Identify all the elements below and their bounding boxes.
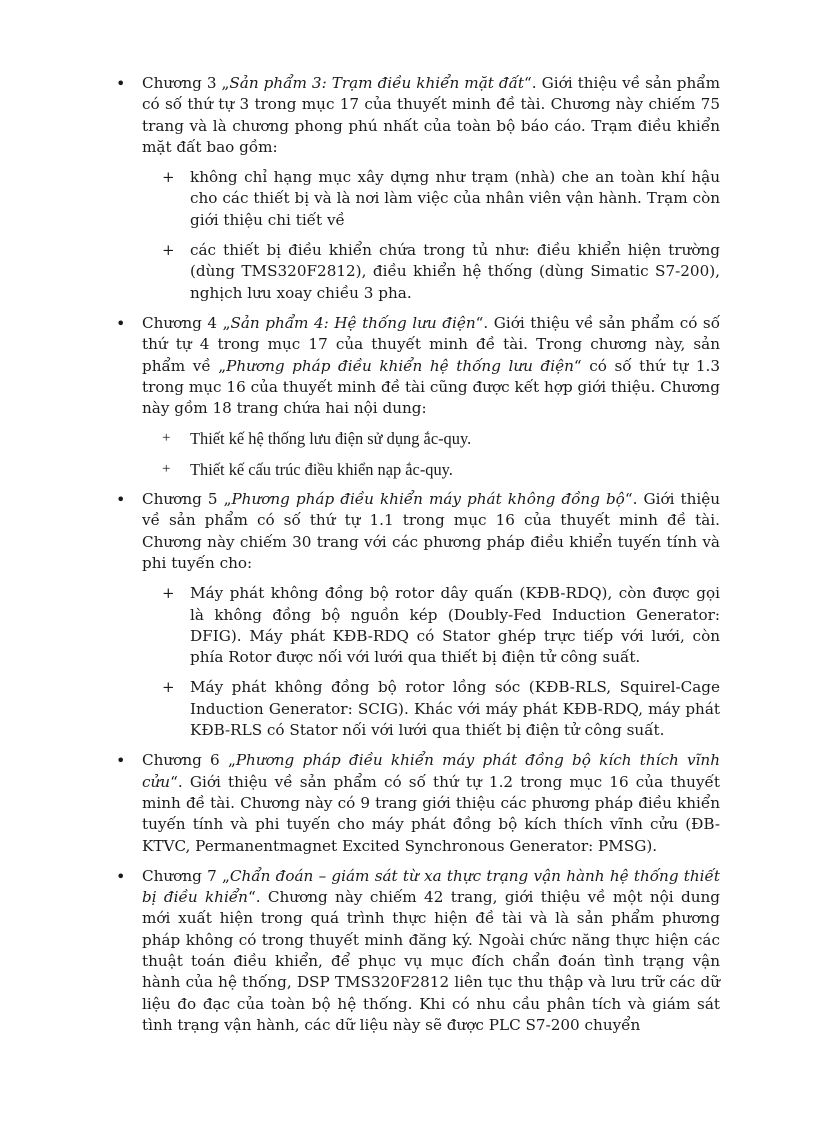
chapter-4-subitem-2: + Thiết kế cấu trúc điều khiển nạp ắc-quy. — [142, 459, 720, 480]
chapter-3-sublist — [142, 167, 720, 304]
chapter-4-item — [116, 313, 720, 480]
chapter-5-subitem-2: + Máy phát không đồng bộ rotor lồng sóc (KĐB-RLS, Squirel-Cage Induction Generator: SCIG). Khác với máy phát KĐB-RDQ, máy phát KĐB-RLS có Stator nối với lưới qua thiết bị điện tử công suất. — [142, 677, 720, 741]
chapter-7-description: “. Chương này chiếm 42 trang, giới thiệu về một nội dung mới xuất hiện trong quá trình thực hiện đề tài và là sản phẩm phương pháp không có trong thuyết minh đăng ký. Ngoài chức năng thực hiện các thuật toán điều khiển, để phục vụ mục đích chẩn đoán tình trạng vận hành của hệ thống, DSP TMS320F2812 liên tục thu thập và lưu trữ các dữ liệu đo đạc của toàn bộ hệ thống. Khi có nhu cầu phân tích và giám sát tình trạng vận hành, các dữ liệu này sẽ được PLC S7-200 chuyển — [142, 888, 720, 1034]
chapter-5-item — [116, 489, 720, 741]
chapter-3-prefix: Chương 3 „ — [142, 74, 230, 92]
chapter-5-description: “. Giới thiệu về sản phẩm có số thứ tự 1.1 trong mục 16 của thuyết minh đề tài. Chương này chiếm 30 trang với các phương pháp điều khiển tuyến tính và phi tuyến cho: — [142, 490, 720, 572]
chapter-list — [116, 73, 720, 1036]
chapter-3-title: Sản phẩm 3: Trạm điều khiển mặt đất — [229, 74, 524, 92]
chapter-4-sublist — [142, 428, 720, 480]
page-body — [116, 73, 720, 1045]
chapter-6-prefix: Chương 6 „ — [142, 751, 236, 770]
chapter-5-title: Phương pháp điều khiển máy phát không đồng bộ — [231, 490, 625, 509]
chapter-6-description: “. Giới thiệu về sản phẩm có số thứ tự 1.2 trong mục 16 của thuyết minh đề tài. Chương này có 9 trang giới thiệu các phương pháp điều khiển tuyến tính và phi tuyến cho máy phát đồng bộ kích thích vĩnh cửu (ĐB-KTVC, Permanentmagnet Excited Synchronous Generator: PMSG). — [142, 772, 720, 855]
chapter-7-item — [116, 866, 720, 1036]
chapter-6-title: Phương pháp điều khiển máy phát đồng bộ kích thích vĩnh cửu — [142, 751, 720, 791]
chapter-3-subitem-1: + không chỉ hạng mục xây dựng như trạm (nhà) che an toàn khí hậu cho các thiết bị và là nơi làm việc của nhân viên vận hành. Trạm còn giới thiệu chi tiết về — [142, 167, 720, 231]
chapter-4-text-1: “. Giới thiệu về sản phẩm có số thứ tự 4 trong mục 17 của thuyết minh đề tài. Trong chương này, sản phẩm về „ — [142, 313, 720, 375]
chapter-4-prefix: Chương 4 „ — [142, 313, 231, 332]
chapter-5-prefix: Chương 5 „ — [142, 490, 232, 509]
chapter-7-title: Chẩn đoán – giám sát từ xa thực trạng vận hành hệ thống thiết bị điều khiển — [142, 866, 720, 907]
chapter-4-subitem-1: + Thiết kế hệ thống lưu điện sử dụng ắc-quy. — [142, 428, 720, 449]
chapter-7-prefix: Chương 7 „ — [142, 866, 230, 885]
chapter-5-sublist — [142, 583, 720, 741]
chapter-4-text-2: “ có số thứ tự 1.3 trong mục 16 của thuyết minh đề tài cũng được kết hợp giới thiệu. Chương này gồm 18 trang chứa hai nội dung: — [142, 356, 720, 418]
chapter-3-subitem-2: + các thiết bị điều khiển chứa trong tủ như: điều khiển hiện trường (dùng TMS320F2812), điều khiển hệ thống (dùng Simatic S7-200), nghịch lưu xoay chiều 3 pha. — [142, 240, 720, 304]
chapter-3-item — [116, 73, 720, 304]
chapter-5-subitem-1: + Máy phát không đồng bộ rotor dây quấn (KĐB-RDQ), còn được gọi là không đồng bộ nguồn kép (Doubly-Fed Induction Generator: DFIG). Máy phát KĐB-RDQ có Stator ghép trực tiếp với lưới, còn phía Rotor được nối với lưới qua thiết bị điện tử công suất. — [142, 583, 720, 668]
chapter-4-title: Sản phẩm 4: Hệ thống lưu điện — [230, 313, 476, 332]
chapter-6-item — [116, 750, 720, 856]
chapter-4-title-2: Phương pháp điều khiển hệ thống lưu điện — [226, 356, 574, 375]
chapter-3-description: “. Giới thiệu về sản phẩm có số thứ tự 3 trong mục 17 của thuyết minh đề tài. Chương này chiếm 75 trang và là chương phong phú nhất của toàn bộ báo cáo. Trạm điều khiển mặt đất bao gồm: — [142, 74, 720, 156]
